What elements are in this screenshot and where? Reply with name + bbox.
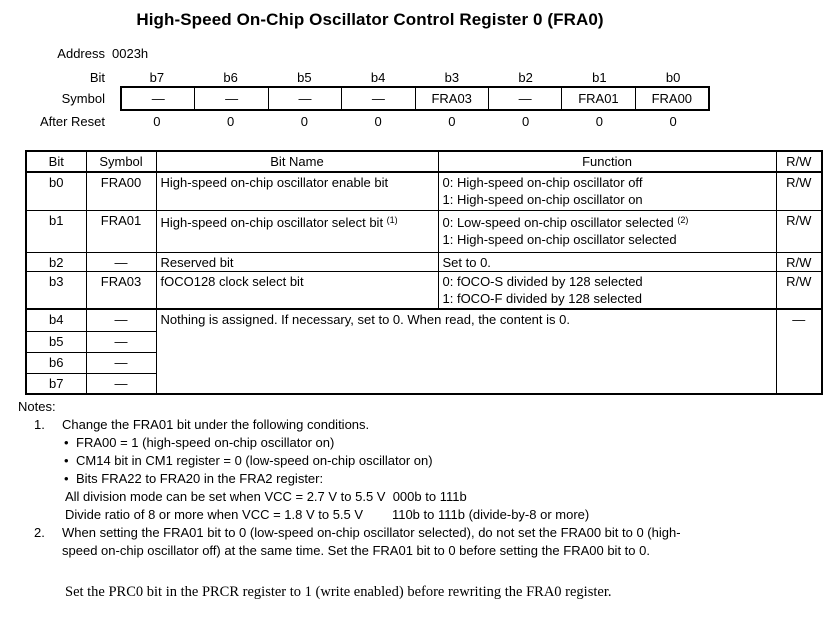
table-row <box>26 210 822 252</box>
function-cell <box>438 271 776 309</box>
merged-note-cell: Nothing is assigned. If necessary, set to 0. When read, the content is 0. <box>156 309 776 394</box>
bit-name-cell: fOCO128 clock select bit <box>156 271 438 309</box>
header-rw: R/W <box>776 151 822 172</box>
bit-label: b6 <box>223 70 238 85</box>
bit-cell: b2 <box>26 252 86 271</box>
footer-note: Set the PRC0 bit in the PRCR register to 1 (write enabled) before rewriting the FRA0 register. <box>65 584 612 600</box>
bullet-text: CM14 bit in CM1 register = 0 (low-speed on-chip oscillator on) <box>76 453 433 468</box>
bit-label: b0 <box>665 70 681 85</box>
function-line: 0: fOCO-S divided by 128 selected <box>442 273 643 289</box>
function-line: 0: High-speed on-chip oscillator off <box>442 175 643 190</box>
bit-name-cell <box>156 210 438 252</box>
note-sub-line: Divide ratio of 8 or more when VCC = 1.8 V to 5.5 V 110b to 111b (divide-by-8 or more) <box>65 507 590 522</box>
function-line: 1: fOCO-F divided by 128 selected <box>442 290 642 306</box>
symbol-cell: FRA03 <box>86 271 156 309</box>
symbol-cell: — <box>86 309 156 331</box>
bullet-item <box>0 434 837 452</box>
bullet-item <box>0 470 837 488</box>
symbol-cell: — <box>194 88 267 109</box>
bit-label: b2 <box>518 70 533 85</box>
bullet-icon: • <box>64 435 69 450</box>
bit-cell: b6 <box>26 352 86 373</box>
bit-label: b7 <box>149 70 165 85</box>
bit-cell: b5 <box>26 331 86 352</box>
table-header-row <box>26 151 822 172</box>
bullet-item <box>0 452 837 470</box>
symbol-row <box>0 86 710 111</box>
page-title: High-Speed On-Chip Oscillator Control Register 0 (FRA0) <box>136 10 604 29</box>
bit-row-label: Bit <box>89 70 105 85</box>
rw-cell: R/W <box>776 172 822 210</box>
note-sub-line: All division mode can be set when VCC = 2.7 V to 5.5 V 000b to 111b <box>65 489 467 504</box>
symbol-cell: FRA00 <box>635 88 708 109</box>
symbol-cell: FRA01 <box>86 210 156 252</box>
after-reset-value: 0 <box>669 114 677 129</box>
rw-cell: R/W <box>776 252 822 271</box>
bit-cell: b0 <box>26 172 86 210</box>
address-label: Address <box>57 46 105 61</box>
symbol-cell: FRA03 <box>415 88 488 109</box>
rw-cell: R/W <box>776 210 822 252</box>
symbol-cell: — <box>488 88 561 109</box>
bit-label: b4 <box>370 70 386 85</box>
after-reset-value: 0 <box>300 114 308 129</box>
footnote-ref: (1) <box>386 214 398 225</box>
notes-heading: Notes: <box>18 399 56 414</box>
table-row <box>26 271 822 309</box>
symbol-cell: — <box>86 352 156 373</box>
after-reset-value: 0 <box>374 114 382 129</box>
symbol-cell: FRA00 <box>86 172 156 210</box>
merged-rw-cell: — <box>776 309 822 394</box>
symbol-row-label: Symbol <box>61 91 105 106</box>
function-line: 1: High-speed on-chip oscillator selected <box>442 231 677 247</box>
bit-label: b1 <box>592 70 607 85</box>
bullet-text: Bits FRA22 to FRA20 in the FRA2 register: <box>76 471 324 486</box>
note-2-continued: speed on-chip oscillator off) at the same time. Set the FRA01 bit to 0 before setting the FRA00 bit to 0. <box>62 543 650 558</box>
after-reset-value: 0 <box>153 114 161 129</box>
bullet-icon: • <box>64 453 69 468</box>
bit-cell: b7 <box>26 373 86 394</box>
bullet-text: FRA00 = 1 (high-speed on-chip oscillator on) <box>76 435 335 450</box>
bullet-icon: • <box>64 471 69 486</box>
header-bit: Bit <box>26 151 86 172</box>
bit-name-text: High-speed on-chip oscillator select bit <box>160 214 387 230</box>
table-row <box>26 309 822 331</box>
bit-cell: b4 <box>26 309 86 331</box>
function-line: 1: High-speed on-chip oscillator on <box>442 192 643 207</box>
note-text: Change the FRA01 bit under the following conditions. <box>62 417 370 432</box>
note-number: 2. <box>34 525 45 540</box>
function-text: 0: Low-speed on-chip oscillator selected <box>442 214 678 230</box>
footnote-ref: (2) <box>677 214 689 225</box>
bit-name-cell: High-speed on-chip oscillator enable bit <box>156 172 438 210</box>
header-bit-name: Bit Name <box>156 151 438 172</box>
symbol-cell: — <box>86 331 156 352</box>
after-reset-label: After Reset <box>39 114 105 129</box>
symbol-cell: FRA01 <box>561 88 634 109</box>
note-number: 1. <box>34 417 45 432</box>
rw-cell: R/W <box>776 271 822 309</box>
after-reset-value: 0 <box>595 114 603 129</box>
function-cell: Set to 0. <box>438 252 776 271</box>
after-reset-row <box>0 114 710 129</box>
note-text: When setting the FRA01 bit to 0 (low-speed on-chip oscillator selected), do not set the FRA00 bit to 0 (high- <box>62 525 681 540</box>
after-reset-value: 0 <box>448 114 456 129</box>
symbol-cell: — <box>86 252 156 271</box>
symbol-cell: — <box>86 373 156 394</box>
bit-label: b5 <box>297 70 312 85</box>
function-line <box>443 212 772 231</box>
address-value: 0023h <box>112 46 149 61</box>
bit-name-cell: Reserved bit <box>156 252 438 271</box>
notes-section <box>0 398 837 601</box>
function-cell <box>438 172 776 210</box>
after-reset-value: 0 <box>522 114 530 129</box>
note-2 <box>0 524 837 542</box>
table-row <box>26 252 822 271</box>
symbol-cell: — <box>151 91 165 106</box>
bit-cell: b3 <box>26 271 86 309</box>
note-1 <box>0 416 837 434</box>
symbol-cell: — <box>341 88 414 109</box>
bit-cell: b1 <box>26 210 86 252</box>
symbol-cell: — <box>268 88 341 109</box>
function-cell <box>438 210 776 252</box>
after-reset-value: 0 <box>227 114 235 129</box>
table-row <box>26 172 822 210</box>
bit-number-row <box>0 70 710 85</box>
bit-label: b3 <box>444 70 460 85</box>
symbol-box <box>120 86 710 111</box>
register-bit-table <box>25 150 823 395</box>
address-row <box>0 46 148 61</box>
header-symbol: Symbol <box>86 151 156 172</box>
header-function: Function <box>438 151 776 172</box>
